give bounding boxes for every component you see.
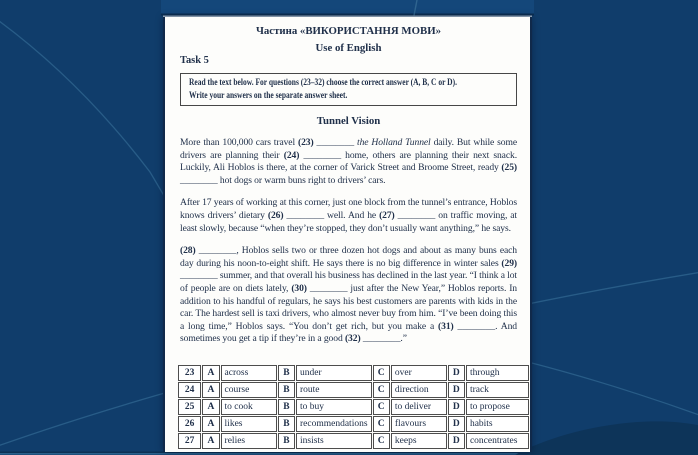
question-number-marker: (27) [379,209,395,221]
option-text-d: through [466,365,529,381]
option-letter-b: B [278,365,295,381]
text-run: ________ summer, and that overall his business has declined in the last year. “I think a lot of people are on diets lately, [180,270,517,294]
question-number-marker: (28) [180,245,196,257]
text-run: ________ on traffic moving, at least slowly, because “when they’re stopped, they don’t usually want anything,” he says. [180,209,517,234]
option-letter-d: D [448,365,465,381]
option-letter-a: A [202,399,219,415]
option-text-c: over [391,365,447,381]
answer-options-table [177,364,530,450]
top-dark-line [161,14,534,16]
option-letter-b: B [278,399,295,415]
text-run: ________. And sometimes you get a tip if they’re in a good [180,320,517,345]
question-number-marker: (29) [501,257,517,269]
option-text-c: flavours [391,416,447,432]
decor-curve-right [528,362,698,416]
option-letter-d: D [448,433,465,449]
use-of-english-subtitle: Use of English [315,42,382,54]
text-run: ________, Hoblos sells two or three dozen hot dogs and about as many buns each day during his noon-to-eight shift. He says there is no big difference in winter sales [180,245,517,269]
instructions-line-1: Read the text below. For questions (23–32) choose the correct answer (A, B, C or D). [189,78,457,88]
question-number-cell: 24 [178,382,201,398]
option-text-c: to deliver [391,399,447,415]
option-letter-b: B [278,433,295,449]
option-letter-d: D [448,382,465,398]
option-text-b: recommendations [296,416,372,432]
part-title: Частина «ВИКОРИСТАННЯ МОВИ» [255,25,442,37]
option-letter-c: C [373,382,390,398]
option-letter-b: B [278,416,295,432]
text-run: ________ [313,137,358,148]
italic-text-run: the Holland Tunnel [357,137,431,148]
answer-row [178,382,529,398]
option-text-d: habits [466,416,529,432]
top-band [161,0,534,14]
answer-options-body [178,365,529,449]
option-text-a: relies [221,433,277,449]
question-number-cell: 26 [178,416,201,432]
answer-row [178,416,529,432]
question-number-marker: (24) [283,149,300,161]
option-text-a: likes [221,416,277,432]
option-text-a: to cook [221,399,277,415]
option-letter-a: A [202,382,219,398]
option-text-a: course [221,382,277,398]
option-text-d: concentrates [466,433,529,449]
option-letter-c: C [373,399,390,415]
instructions-box [180,73,517,106]
text-run: After 17 years of working at this corner, just one block from the tunnel’s entrance, Hoblos knows drivers’ dietary [180,197,517,221]
article-paragraph-3 [180,245,517,346]
answer-row [178,365,529,381]
article-paragraph-2 [180,197,517,235]
article-paragraph-1 [180,137,517,187]
option-text-b: insists [296,433,372,449]
question-number-marker: (25) [501,162,517,174]
text-run: ________ hot dogs or warm buns right to drivers’ cars. [180,174,386,186]
option-letter-b: B [278,382,295,398]
option-text-d: track [466,382,529,398]
option-letter-c: C [373,365,390,381]
question-number-cell: 25 [178,399,201,415]
option-letter-c: C [373,433,390,449]
option-text-c: keeps [391,433,447,449]
option-text-b: to buy [296,399,372,415]
question-number-marker: (26) [267,209,284,221]
document-page [163,17,532,452]
text-run: daily. But while some drivers are planning their [180,137,517,161]
text-run: ________ well. And he [283,209,380,221]
question-number-cell: 23 [178,365,201,381]
question-number-marker: (31) [438,320,454,332]
option-text-d: to propose [466,399,529,415]
option-letter-d: D [448,399,465,415]
option-text-a: across [221,365,277,381]
question-number-marker: (30) [291,282,307,294]
question-number-cell: 27 [178,433,201,449]
option-letter-a: A [202,433,219,449]
answer-row [178,399,529,415]
question-number-marker: (23) [297,137,314,148]
article-title: Tunnel Vision [316,115,381,127]
question-number-marker: (32) [344,333,361,345]
decor-swoosh-bottom-right [515,421,698,455]
text-run: More than 100,000 cars travel [180,137,298,148]
option-text-b: route [296,382,372,398]
option-letter-a: A [202,365,219,381]
option-text-c: direction [391,382,447,398]
option-letter-d: D [448,416,465,432]
option-letter-c: C [373,416,390,432]
option-letter-a: A [202,416,219,432]
task-label: Task 5 [180,55,209,66]
text-run: ________ home, others are planning their next snack. Luckily, Ali Hoblos is there, at the corner of Varick Street and Broome Street, ready [180,149,517,174]
instructions-line-2: Write your answers on the separate answer sheet. [189,90,348,101]
text-run: ________.” [360,333,407,345]
option-text-b: under [296,365,372,381]
text-run: ________ just after the New Year,” Hoblos reports. In addition to his handful of regulars, he says his best customers are parents with kids in the car. The hardest sell is taxi drivers, who almost never buy from him. “I’ve been doing this a long time,” Hoblos says. “You don’t get rich, but you make a [180,282,517,332]
answer-row [178,433,529,449]
